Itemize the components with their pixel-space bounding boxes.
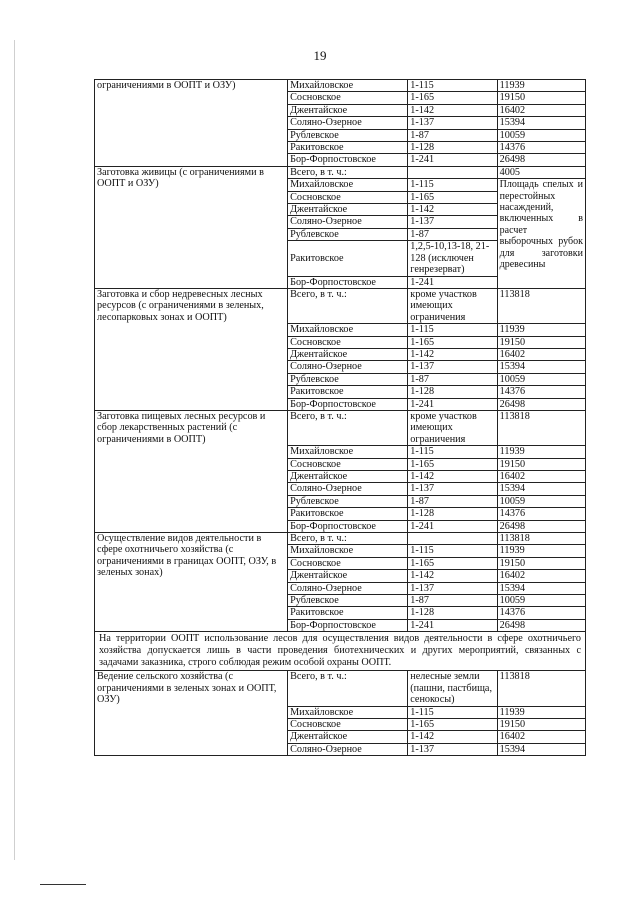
quarters-cell: 1-137 bbox=[408, 483, 497, 495]
forestry-cell: Сосновское bbox=[288, 458, 408, 470]
forest-use-table bbox=[94, 79, 586, 756]
table-row bbox=[95, 632, 586, 671]
area-cell: 10059 bbox=[497, 495, 585, 507]
forestry-cell: Рублевское bbox=[288, 495, 408, 507]
forestry-cell: Бор-Форпостовское bbox=[288, 520, 408, 532]
quarters-cell: 1-165 bbox=[408, 92, 497, 104]
table-row bbox=[95, 288, 586, 323]
forestry-cell: Сосновское bbox=[288, 92, 408, 104]
quarters-cell: 1-165 bbox=[408, 191, 497, 203]
forestry-cell: Джентайское bbox=[288, 204, 408, 216]
quarters-cell: 1-142 bbox=[408, 204, 497, 216]
quarters-cell: 1-142 bbox=[408, 570, 497, 582]
quarters-cell: 1-241 bbox=[408, 619, 497, 631]
forestry-cell: Всего, в т. ч.: bbox=[288, 410, 408, 445]
area-cell: 19150 bbox=[497, 458, 585, 470]
forestry-cell: Ракитовское bbox=[288, 607, 408, 619]
forestry-cell: Бор-Форпостовское bbox=[288, 398, 408, 410]
quarters-cell: 1-137 bbox=[408, 117, 497, 129]
quarters-cell: 1-115 bbox=[408, 80, 497, 92]
forestry-cell: Михайловское bbox=[288, 179, 408, 191]
forestry-cell: Джентайское bbox=[288, 348, 408, 360]
forestry-cell: Джентайское bbox=[288, 731, 408, 743]
forestry-cell: Всего, в т. ч.: bbox=[288, 166, 408, 178]
quarters-cell: 1-87 bbox=[408, 595, 497, 607]
quarters-cell: 1-115 bbox=[408, 179, 497, 191]
forestry-cell: Соляно-Озерное bbox=[288, 743, 408, 755]
forestry-cell: Михайловское bbox=[288, 706, 408, 718]
area-cell: 11939 bbox=[497, 446, 585, 458]
area-cell: 26498 bbox=[497, 619, 585, 631]
area-cell: 11939 bbox=[497, 80, 585, 92]
area-cell: 113818 bbox=[497, 410, 585, 445]
activity-cell: Заготовка и сбор недревесных лесных ресурсов (с ограничениями в зеленых, лесопарковых зонах и ООПТ) bbox=[95, 288, 288, 410]
quarters-cell: 1-137 bbox=[408, 743, 497, 755]
quarters-cell: 1-115 bbox=[408, 706, 497, 718]
area-cell: 16402 bbox=[497, 471, 585, 483]
quarters-cell bbox=[408, 166, 497, 178]
forestry-cell: Соляно-Озерное bbox=[288, 361, 408, 373]
quarters-cell: нелесные земли (пашни, пастбища, сенокосы) bbox=[408, 671, 497, 706]
quarters-cell: 1-241 bbox=[408, 520, 497, 532]
activity-cell: Заготовка пищевых лесных ресурсов и сбор лекарственных растений (с ограничениями в ООПТ) bbox=[95, 410, 288, 532]
table-row bbox=[95, 410, 586, 445]
forestry-cell: Джентайское bbox=[288, 570, 408, 582]
quarters-cell: кроме участков имеющих ограничения bbox=[408, 410, 497, 445]
quarters-cell: 1-115 bbox=[408, 545, 497, 557]
quarters-cell: 1,2,5-10,13-18, 21-128 (исключен генрезерват) bbox=[408, 241, 497, 276]
forestry-cell: Соляно-Озерное bbox=[288, 582, 408, 594]
forestry-cell: Соляно-Озерное bbox=[288, 483, 408, 495]
area-cell: 16402 bbox=[497, 104, 585, 116]
table-row bbox=[95, 166, 586, 178]
footnote-separator bbox=[40, 884, 86, 885]
area-cell: 14376 bbox=[497, 607, 585, 619]
forestry-cell: Сосновское bbox=[288, 191, 408, 203]
quarters-cell: 1-128 bbox=[408, 607, 497, 619]
forestry-cell: Михайловское bbox=[288, 324, 408, 336]
area-cell: 26498 bbox=[497, 398, 585, 410]
page-number: 19 bbox=[313, 48, 327, 63]
forestry-cell: Сосновское bbox=[288, 336, 408, 348]
forestry-cell: Джентайское bbox=[288, 471, 408, 483]
forestry-cell: Всего, в т. ч.: bbox=[288, 671, 408, 706]
forestry-cell: Михайловское bbox=[288, 545, 408, 557]
quarters-cell: 1-137 bbox=[408, 582, 497, 594]
area-cell: 11939 bbox=[497, 324, 585, 336]
forestry-cell: Рублевское bbox=[288, 373, 408, 385]
area-cell: 11939 bbox=[497, 706, 585, 718]
forestry-cell: Ракитовское bbox=[288, 508, 408, 520]
quarters-cell: 1-142 bbox=[408, 471, 497, 483]
area-cell: 113818 bbox=[497, 533, 585, 545]
quarters-cell: 1-87 bbox=[408, 373, 497, 385]
activity-cell: Осуществление видов деятельности в сфере охотничьего хозяйства (с ограничениями в границах ООПТ, ОЗУ, в зеленых зонах) bbox=[95, 533, 288, 632]
quarters-cell: 1-87 bbox=[408, 228, 497, 240]
scan-mark bbox=[14, 40, 15, 860]
area-cell: 10059 bbox=[497, 129, 585, 141]
area-cell: 113818 bbox=[497, 288, 585, 323]
quarters-cell: кроме участков имеющих ограничения bbox=[408, 288, 497, 323]
quarters-cell: 1-241 bbox=[408, 398, 497, 410]
quarters-cell: 1-241 bbox=[408, 154, 497, 166]
area-cell: 14376 bbox=[497, 142, 585, 154]
forestry-cell: Рублевское bbox=[288, 228, 408, 240]
area-cell: 113818 bbox=[497, 671, 585, 706]
forestry-cell: Джентайское bbox=[288, 104, 408, 116]
forestry-cell: Михайловское bbox=[288, 446, 408, 458]
quarters-cell: 1-165 bbox=[408, 458, 497, 470]
quarters-cell bbox=[408, 533, 497, 545]
activity-cell: Заготовка живицы (с ограничениями в ООПТ и ОЗУ) bbox=[95, 166, 288, 288]
forestry-cell: Ракитовское bbox=[288, 241, 408, 276]
area-cell: 10059 bbox=[497, 373, 585, 385]
area-cell: 10059 bbox=[497, 595, 585, 607]
quarters-cell: 1-241 bbox=[408, 276, 497, 288]
quarters-cell: 1-87 bbox=[408, 129, 497, 141]
forestry-cell: Ракитовское bbox=[288, 142, 408, 154]
forestry-cell: Всего, в т. ч.: bbox=[288, 533, 408, 545]
area-cell: 15394 bbox=[497, 361, 585, 373]
area-cell: 11939 bbox=[497, 545, 585, 557]
area-cell: 16402 bbox=[497, 731, 585, 743]
activity-cell: ограничениями в ООПТ и ОЗУ) bbox=[95, 80, 288, 167]
quarters-cell: 1-128 bbox=[408, 508, 497, 520]
area-cell: 19150 bbox=[497, 92, 585, 104]
forestry-cell: Бор-Форпостовское bbox=[288, 154, 408, 166]
table-row bbox=[95, 80, 586, 92]
forestry-cell: Михайловское bbox=[288, 80, 408, 92]
forestry-cell: Сосновское bbox=[288, 557, 408, 569]
area-cell: 19150 bbox=[497, 336, 585, 348]
activity-cell: Ведение сельского хозяйства (с ограничениями в зеленых зонах и ООПТ, ОЗУ) bbox=[95, 671, 288, 756]
quarters-cell: 1-165 bbox=[408, 718, 497, 730]
quarters-cell: 1-128 bbox=[408, 142, 497, 154]
table-row bbox=[95, 533, 586, 545]
quarters-cell: 1-128 bbox=[408, 386, 497, 398]
area-cell: 14376 bbox=[497, 508, 585, 520]
area-cell: 16402 bbox=[497, 348, 585, 360]
area-cell: 14376 bbox=[497, 386, 585, 398]
forestry-cell: Сосновское bbox=[288, 718, 408, 730]
area-cell: 15394 bbox=[497, 117, 585, 129]
area-cell: 15394 bbox=[497, 582, 585, 594]
table-row bbox=[95, 671, 586, 706]
forestry-cell: Бор-Форпостовское bbox=[288, 619, 408, 631]
area-cell: 15394 bbox=[497, 483, 585, 495]
quarters-cell: 1-115 bbox=[408, 446, 497, 458]
forestry-cell: Рублевское bbox=[288, 595, 408, 607]
quarters-cell: 1-137 bbox=[408, 216, 497, 228]
note-cell: На территории ООПТ использование лесов для осуществления видов деятельности в сфере охотничьего хозяйства допускается лишь в части проведения биотехнических и других мероприятий, связанных с задачами заказника, строго соблюдая режим особой охраны ООПТ. bbox=[95, 632, 586, 671]
area-cell: 19150 bbox=[497, 718, 585, 730]
forestry-cell: Соляно-Озерное bbox=[288, 117, 408, 129]
forestry-cell: Ракитовское bbox=[288, 386, 408, 398]
quarters-cell: 1-165 bbox=[408, 336, 497, 348]
area-note-cell: Площадь спелых и перестойных насаждений, включенных в расчет выборочных рубок для заготовки древесины bbox=[497, 179, 585, 289]
quarters-cell: 1-142 bbox=[408, 731, 497, 743]
quarters-cell: 1-142 bbox=[408, 348, 497, 360]
area-cell: 26498 bbox=[497, 520, 585, 532]
forestry-cell: Соляно-Озерное bbox=[288, 216, 408, 228]
quarters-cell: 1-137 bbox=[408, 361, 497, 373]
forestry-cell: Бор-Форпостовское bbox=[288, 276, 408, 288]
quarters-cell: 1-165 bbox=[408, 557, 497, 569]
forestry-cell: Всего, в т. ч.: bbox=[288, 288, 408, 323]
area-cell: 15394 bbox=[497, 743, 585, 755]
area-cell: 19150 bbox=[497, 557, 585, 569]
quarters-cell: 1-87 bbox=[408, 495, 497, 507]
area-cell: 4005 bbox=[497, 166, 585, 178]
area-cell: 16402 bbox=[497, 570, 585, 582]
forestry-cell: Рублевское bbox=[288, 129, 408, 141]
quarters-cell: 1-142 bbox=[408, 104, 497, 116]
area-cell: 26498 bbox=[497, 154, 585, 166]
quarters-cell: 1-115 bbox=[408, 324, 497, 336]
